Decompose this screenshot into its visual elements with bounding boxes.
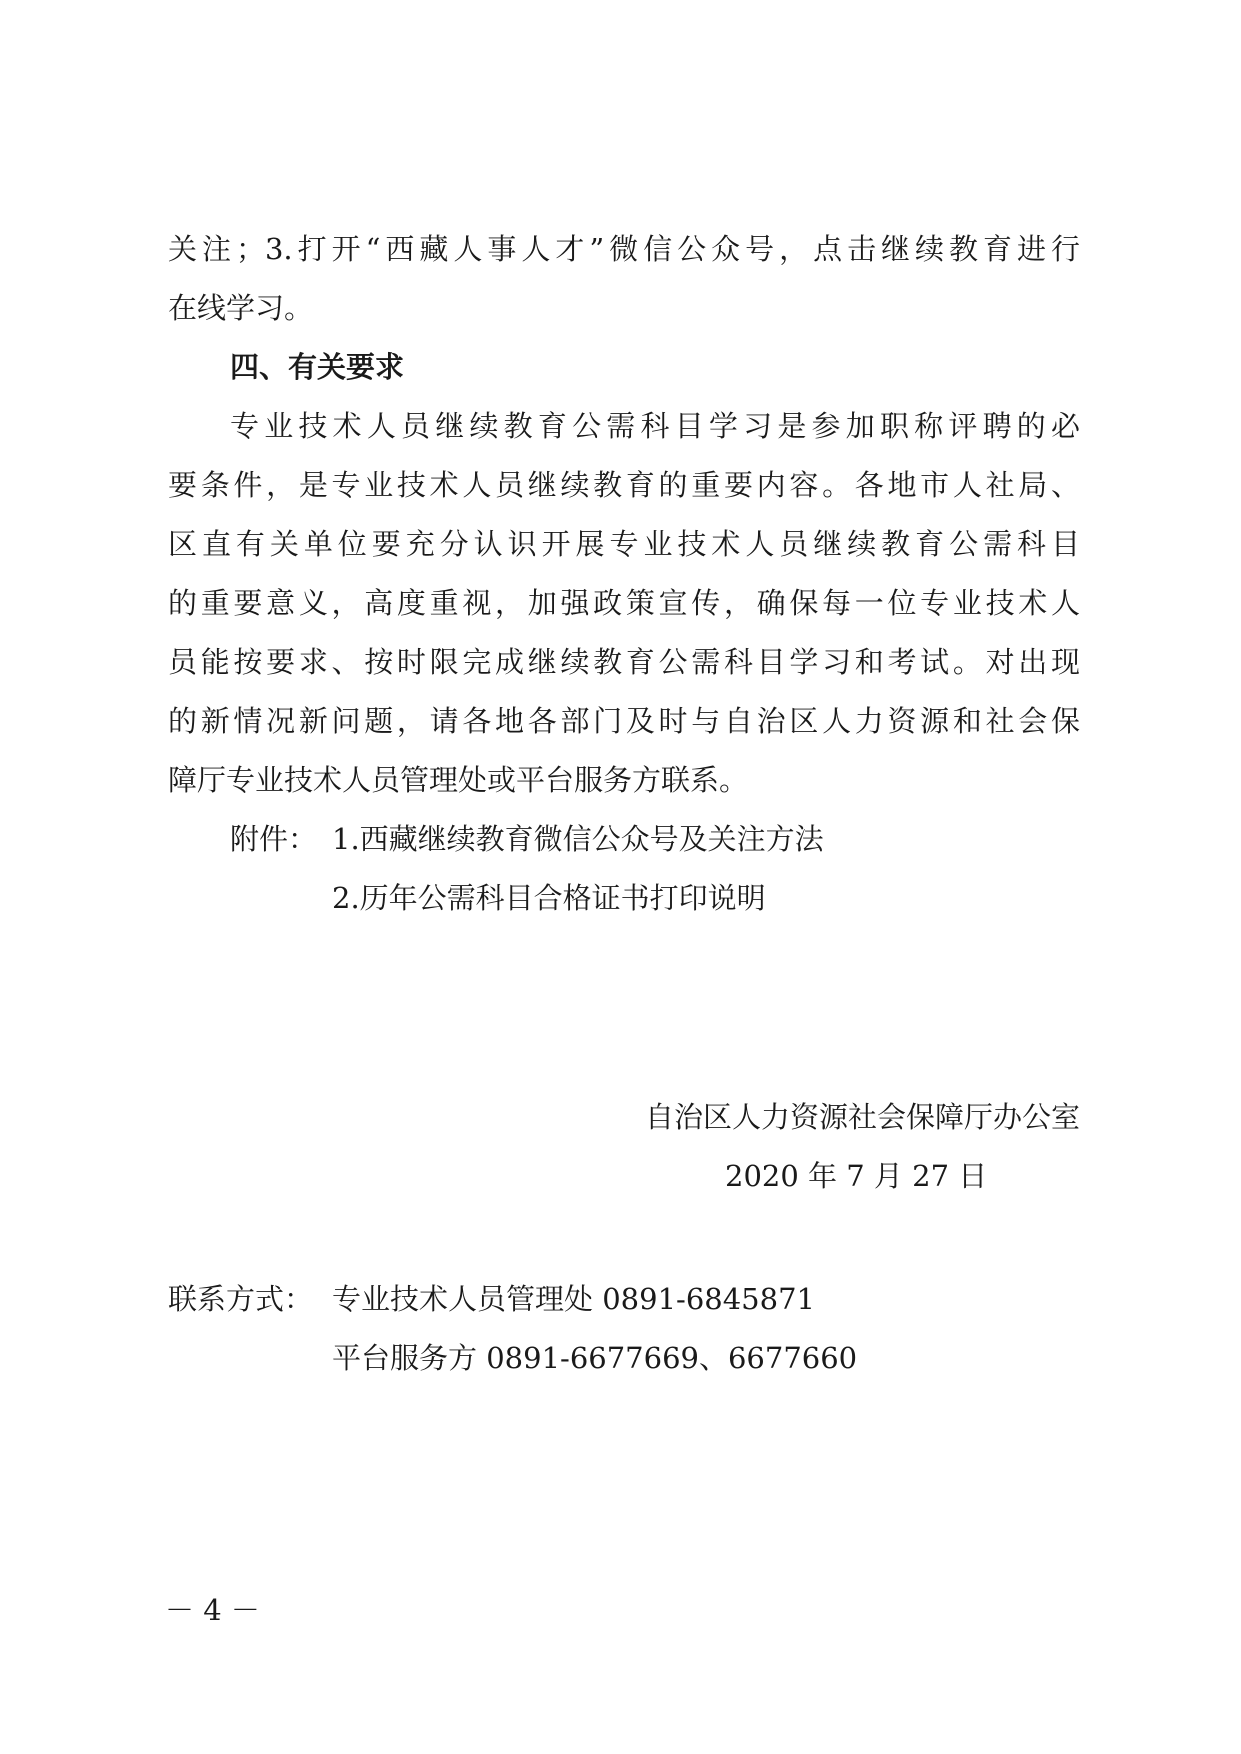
page-number: － 4 － (165, 1593, 260, 1627)
issue-date: 2020 年 7 月 27 日 (725, 1159, 988, 1193)
issuing-organization: 自治区人力资源社会保障厅办公室 (644, 1100, 1080, 1134)
paragraph-line: 障厅专业技术人员管理处或平台服务方联系。 (168, 763, 749, 797)
contact-line: 专业技术人员管理处 0891-6845871 (332, 1282, 815, 1316)
contact-label: 联系方式： (168, 1282, 314, 1316)
attachment-label: 附件： (230, 822, 318, 856)
paragraph-line: 的重要意义，高度重视，加强政策宣传，确保每一位专业技术人 (168, 586, 1080, 620)
paragraph-line: 的新情况新问题，请各地各部门及时与自治区人力资源和社会保 (168, 704, 1080, 738)
attachment-item: 2.历年公需科目合格证书打印说明 (332, 881, 766, 915)
paragraph-line: 关注；3.打开“西藏人事人才”微信公众号，点击继续教育进行 (168, 232, 1080, 266)
paragraph-line: 专业技术人员继续教育公需科目学习是参加职称评聘的必 (230, 409, 1080, 443)
paragraph-line: 在线学习。 (168, 291, 314, 325)
contact-line: 平台服务方 0891-6677669、6677660 (332, 1341, 858, 1375)
paragraph-line: 区直有关单位要充分认识开展专业技术人员继续教育公需科目 (168, 527, 1080, 561)
attachment-item: 1.西藏继续教育微信公众号及关注方法 (332, 822, 824, 856)
paragraph-line: 员能按要求、按时限完成继续教育公需科目学习和考试。对出现 (168, 645, 1080, 679)
section-heading: 四、有关要求 (230, 350, 405, 384)
paragraph-line: 要条件，是专业技术人员继续教育的重要内容。各地市人社局、 (168, 468, 1080, 502)
